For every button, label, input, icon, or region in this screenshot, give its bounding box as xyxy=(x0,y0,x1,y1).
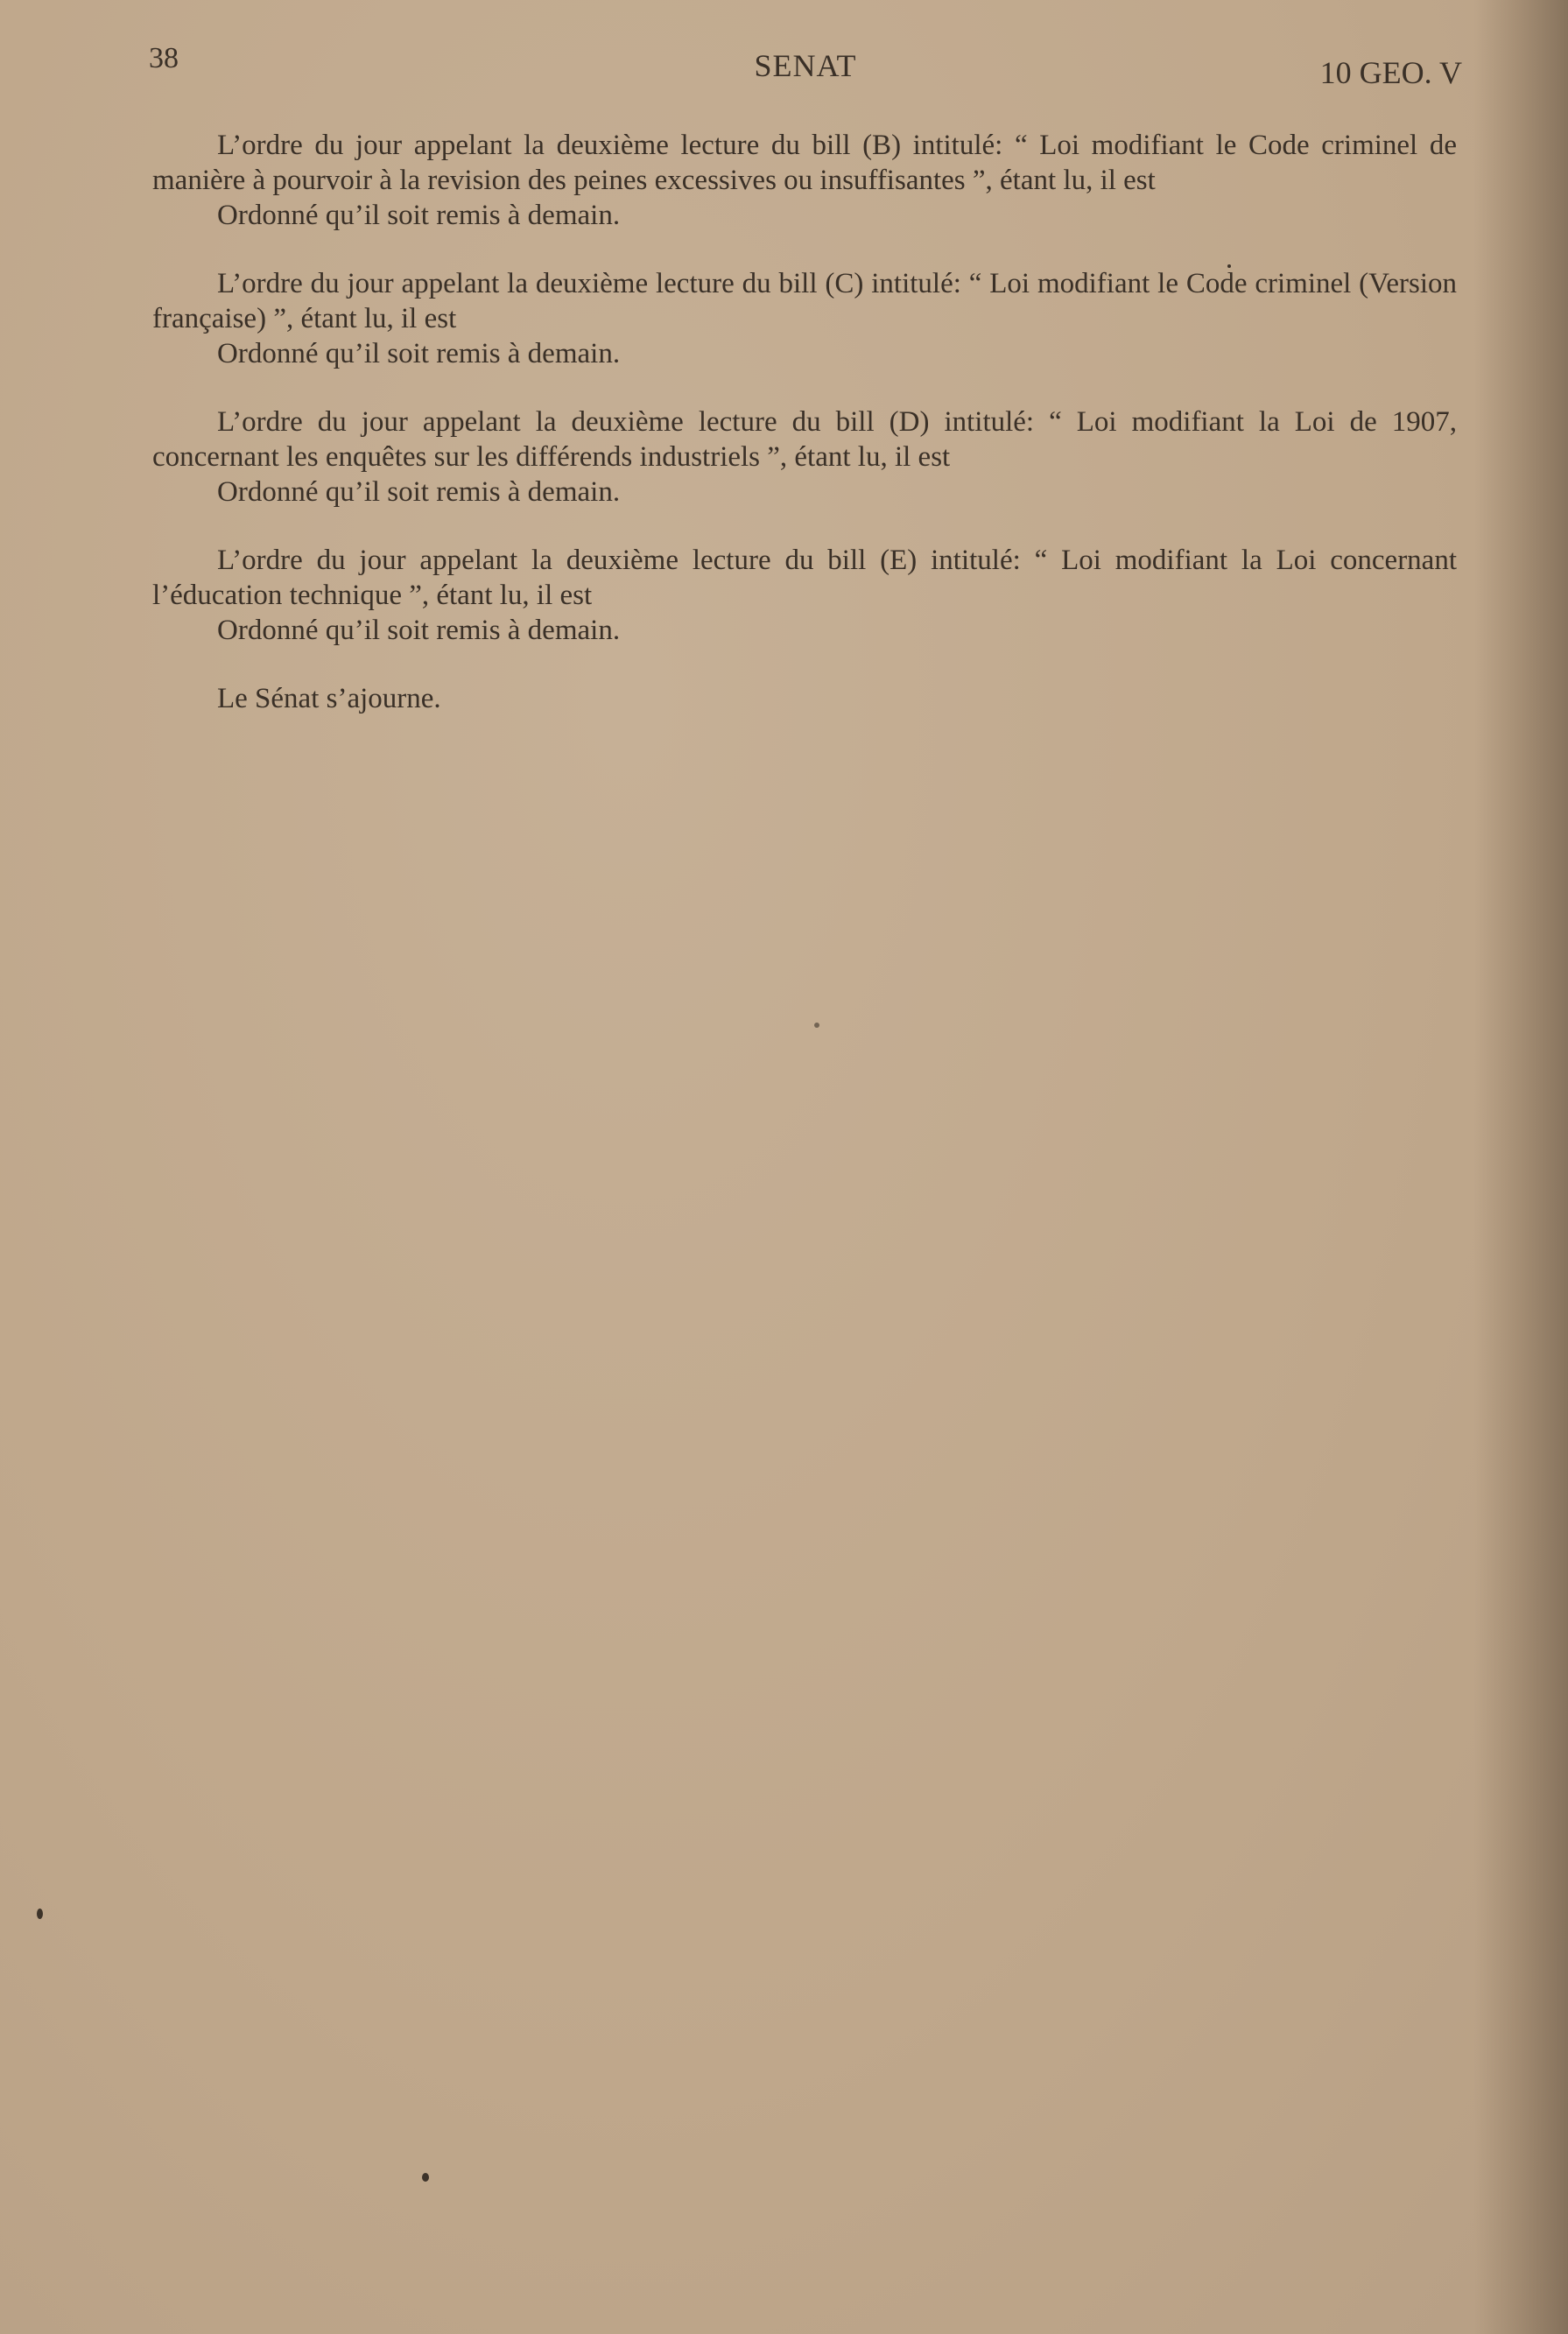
journal-entry-bill-b xyxy=(152,128,1457,233)
entry-order: Ordonné qu’il soit remis à demain. xyxy=(217,476,621,508)
paper-speck xyxy=(1227,264,1231,268)
closing-line: Le Sénat s’ajourne. xyxy=(217,683,441,714)
journal-entry-bill-e xyxy=(152,543,1457,648)
journal-entry-bill-c xyxy=(152,266,1457,371)
paper-speck xyxy=(37,1909,43,1919)
running-title: SENAT xyxy=(754,48,857,83)
paper-speck xyxy=(814,1023,819,1028)
entry-order: Ordonné qu’il soit remis à demain. xyxy=(217,338,621,369)
regnal-year: 10 GEO. V xyxy=(1319,55,1462,90)
entry-text: L’ordre du jour appelant la deuxième lecture du bill (E) intitulé: “ Loi modifiant la Loi concernant l’éducation technique ”, étant lu, il est xyxy=(152,545,1457,611)
entry-text: L’ordre du jour appelant la deuxième lecture du bill (D) intitulé: “ Loi modifiant la Loi de 1907, concernant les enquêtes sur les différends industriels ”, étant lu, il est xyxy=(152,406,1457,473)
entry-order: Ordonné qu’il soit remis à demain. xyxy=(217,200,621,231)
paper-speck xyxy=(422,2173,429,2182)
entry-text: L’ordre du jour appelant la deuxième lecture du bill (B) intitulé: “ Loi modifiant le Code criminel de manière à pourvoir à la revision des peines excessives ou insuffisantes ”, étant lu, il est xyxy=(152,130,1457,196)
entry-text: L’ordre du jour appelant la deuxième lecture du bill (C) intitulé: “ Loi modifiant le Code criminel (Version française) ”, étant lu, il est xyxy=(152,268,1457,334)
journal-entry-bill-d xyxy=(152,404,1457,510)
journal-body xyxy=(152,128,1457,716)
page-number: 38 xyxy=(149,42,179,74)
page-header xyxy=(149,42,1462,95)
entry-order: Ordonné qu’il soit remis à demain. xyxy=(217,615,621,646)
